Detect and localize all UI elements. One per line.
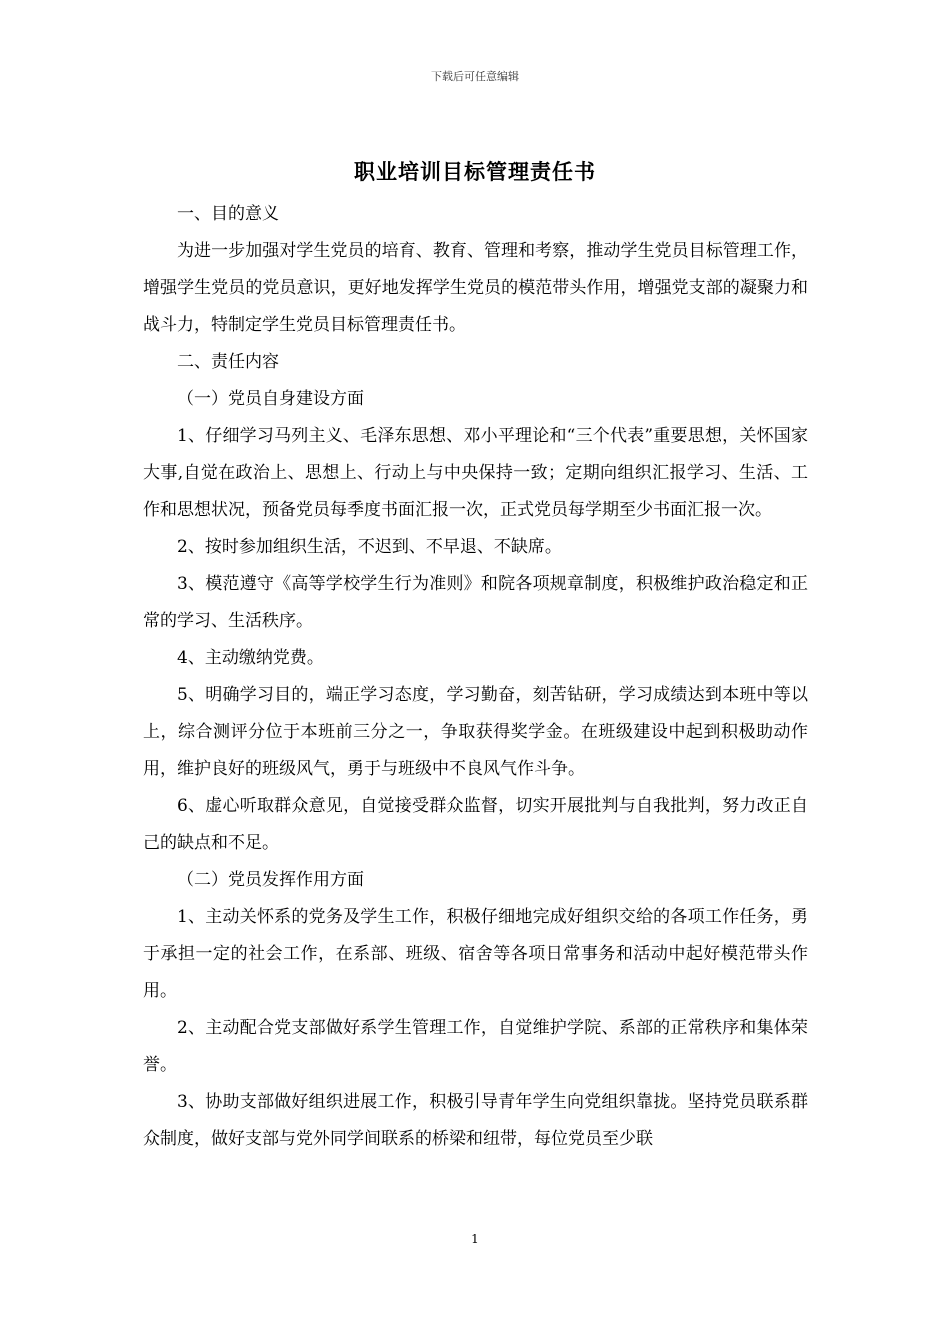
section-heading-responsibilities: 二、责任内容	[177, 352, 279, 372]
document-body	[143, 196, 808, 1158]
paragraph-role-item-1: 1、主动关怀系的党务及学生工作，积极仔细地完成好组织交给的各项工作任务，勇于承担一定的社会工作，在系部、班级、宿舍等各项日常事务和活动中起好模范带头作用。	[143, 907, 808, 1001]
paragraph-item-6: 6、虚心听取群众意见，自觉接受群众监督，切实开展批判与自我批判，努力改正自己的缺点和不足。	[143, 796, 808, 853]
page-header: 下载后可任意编辑	[431, 70, 519, 83]
page-number: 1	[471, 1232, 479, 1246]
paragraph-item-4: 4、主动缴纳党费。	[177, 648, 324, 668]
paragraph-item-3: 3、模范遵守《高等学校学生行为准则》和院各项规章制度，积极维护政治稳定和正常的学习、生活秩序。	[143, 574, 808, 631]
paragraph-item-1: 1、仔细学习马列主义、毛泽东思想、邓小平理论和“三个代表”重要思想，关怀国家大事,自觉在政治上、思想上、行动上与中央保持一致；定期向组织汇报学习、生活、工作和思想状况，预备党员每季度书面汇报一次，正式党员每学期至少书面汇报一次。	[143, 426, 808, 520]
subsection-heading-role: （二）党员发挥作用方面	[177, 870, 364, 890]
document-title: 职业培训目标管理责任书	[354, 159, 596, 184]
paragraph-role-item-2: 2、主动配合党支部做好系学生管理工作，自觉维护学院、系部的正常秩序和集体荣誉。	[143, 1018, 808, 1075]
paragraph-item-2: 2、按时参加组织生活，不迟到、不早退、不缺席。	[177, 537, 562, 557]
subsection-heading-self-building: （一）党员自身建设方面	[177, 389, 364, 409]
paragraph-item-5: 5、明确学习目的，端正学习态度，学习勤奋，刻苦钻研，学习成绩达到本班中等以上，综合测评分位于本班前三分之一，争取获得奖学金。在班级建设中起到积极助动作用，维护良好的班级风气，勇于与班级中不良风气作斗争。	[143, 685, 808, 779]
paragraph-purpose: 为进一步加强对学生党员的培育、教育、管理和考察，推动学生党员目标管理工作，增强学生党员的党员意识，更好地发挥学生党员的模范带头作用，增强党支部的凝聚力和战斗力，特制定学生党员目标管理责任书。	[143, 241, 808, 335]
section-heading-purpose: 一、目的意义	[177, 204, 279, 224]
paragraph-role-item-3: 3、协助支部做好组织进展工作，积极引导青年学生向党组织靠拢。坚持党员联系群众制度，做好支部与党外同学间联系的桥梁和纽带，每位党员至少联	[143, 1092, 808, 1149]
